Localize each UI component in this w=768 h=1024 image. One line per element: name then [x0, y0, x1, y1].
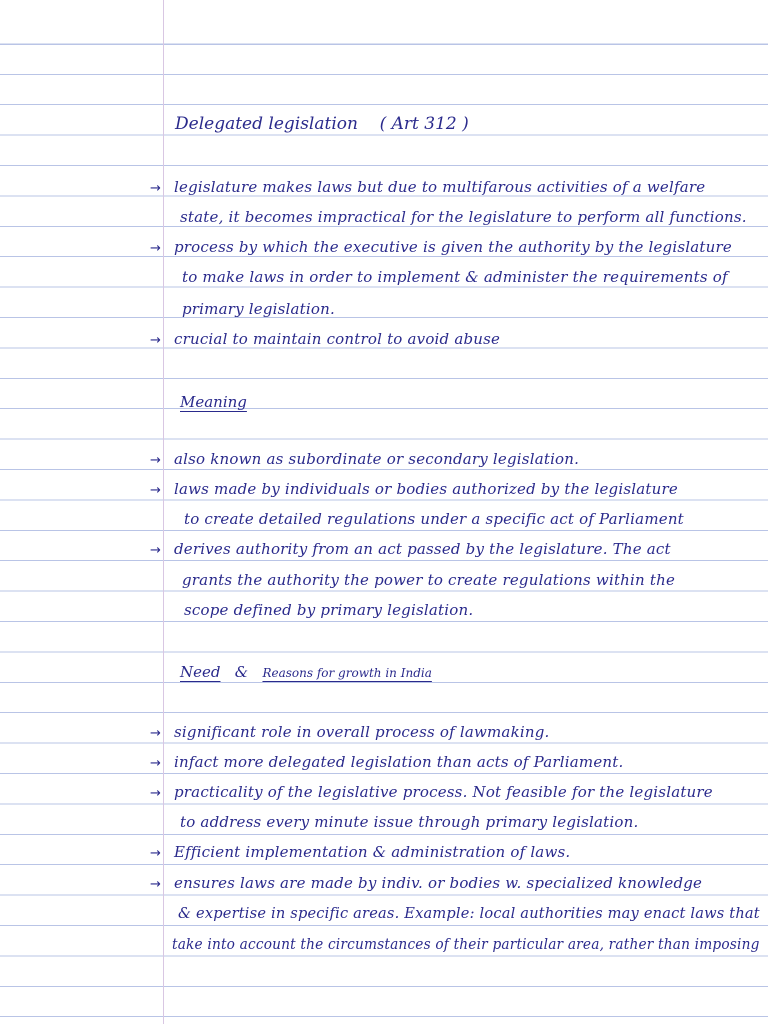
title-article-ref: ( Art 312 ) [379, 114, 469, 134]
need-point-5-line-2: & expertise in specific areas. Example: local authorities may enact laws that [178, 904, 760, 922]
arrow-icon: → [150, 333, 162, 348]
need-heading-subtitle: Reasons for growth in India [262, 666, 432, 680]
arrow-icon: → [150, 453, 162, 468]
need-point-1-line-1: → significant role in overall process of lawmaking. [150, 723, 550, 741]
title-text: Delegated legislation [175, 114, 358, 134]
arrow-icon: → [150, 786, 162, 801]
arrow-icon: → [150, 241, 162, 256]
need-point-3-line-2: to address every minute issue through primary legislation. [180, 813, 639, 831]
meaning-point-2-line-1: → laws made by individuals or bodies authorized by the legislature [150, 480, 678, 498]
meaning-point-2-line-2: to create detailed regulations under a specific act of Parliament [184, 510, 684, 528]
intro-point-2-line-1: → process by which the executive is given the authority by the legislature [150, 238, 732, 256]
meaning-point-3-line-2: grants the authority the power to create regulations within the [182, 571, 676, 589]
need-heading-amp: & [234, 663, 249, 681]
page-title [175, 116, 469, 133]
need-heading-word: Need [180, 663, 221, 681]
need-heading [180, 665, 432, 680]
need-point-3-line-1: → practicality of the legislative process. Not feasible for the legislature [150, 783, 713, 801]
top-rule [0, 44, 768, 45]
meaning-point-1-line-1: → also known as subordinate or secondary legislation. [150, 450, 580, 468]
arrow-icon: → [150, 726, 162, 741]
meaning-point-3-line-3: scope defined by primary legislation. [184, 601, 474, 619]
intro-point-2-line-2: to make laws in order to implement & administer the requirements of [182, 268, 728, 286]
arrow-icon: → [150, 877, 162, 892]
intro-point-1-line-1: → legislature makes laws but due to multifarous activities of a welfare [150, 178, 706, 196]
arrow-icon: → [150, 543, 162, 558]
intro-point-1-line-2: state, it becomes impractical for the legislature to perform all functions. [180, 208, 747, 226]
need-point-4-line-1: → Efficient implementation & administration of laws. [150, 843, 571, 861]
need-point-2-line-1: → infact more delegated legislation than acts of Parliament. [150, 753, 624, 771]
meaning-point-3-line-1: → derives authority from an act passed by the legislature. The act [150, 540, 671, 558]
arrow-icon: → [150, 483, 162, 498]
intro-point-3-line-1: → crucial to maintain control to avoid abuse [150, 330, 501, 348]
arrow-icon: → [150, 181, 162, 196]
margin-line [163, 0, 164, 1024]
arrow-icon: → [150, 756, 162, 771]
intro-point-2-line-3: primary legislation. [182, 300, 335, 318]
need-point-5-line-3: take into account the circumstances of their particular area, rather than imposing [172, 935, 760, 953]
arrow-icon: → [150, 846, 162, 861]
meaning-heading: Meaning [180, 393, 247, 411]
need-point-5-line-1: → ensures laws are made by indiv. or bodies w. specialized knowledge [150, 874, 703, 892]
